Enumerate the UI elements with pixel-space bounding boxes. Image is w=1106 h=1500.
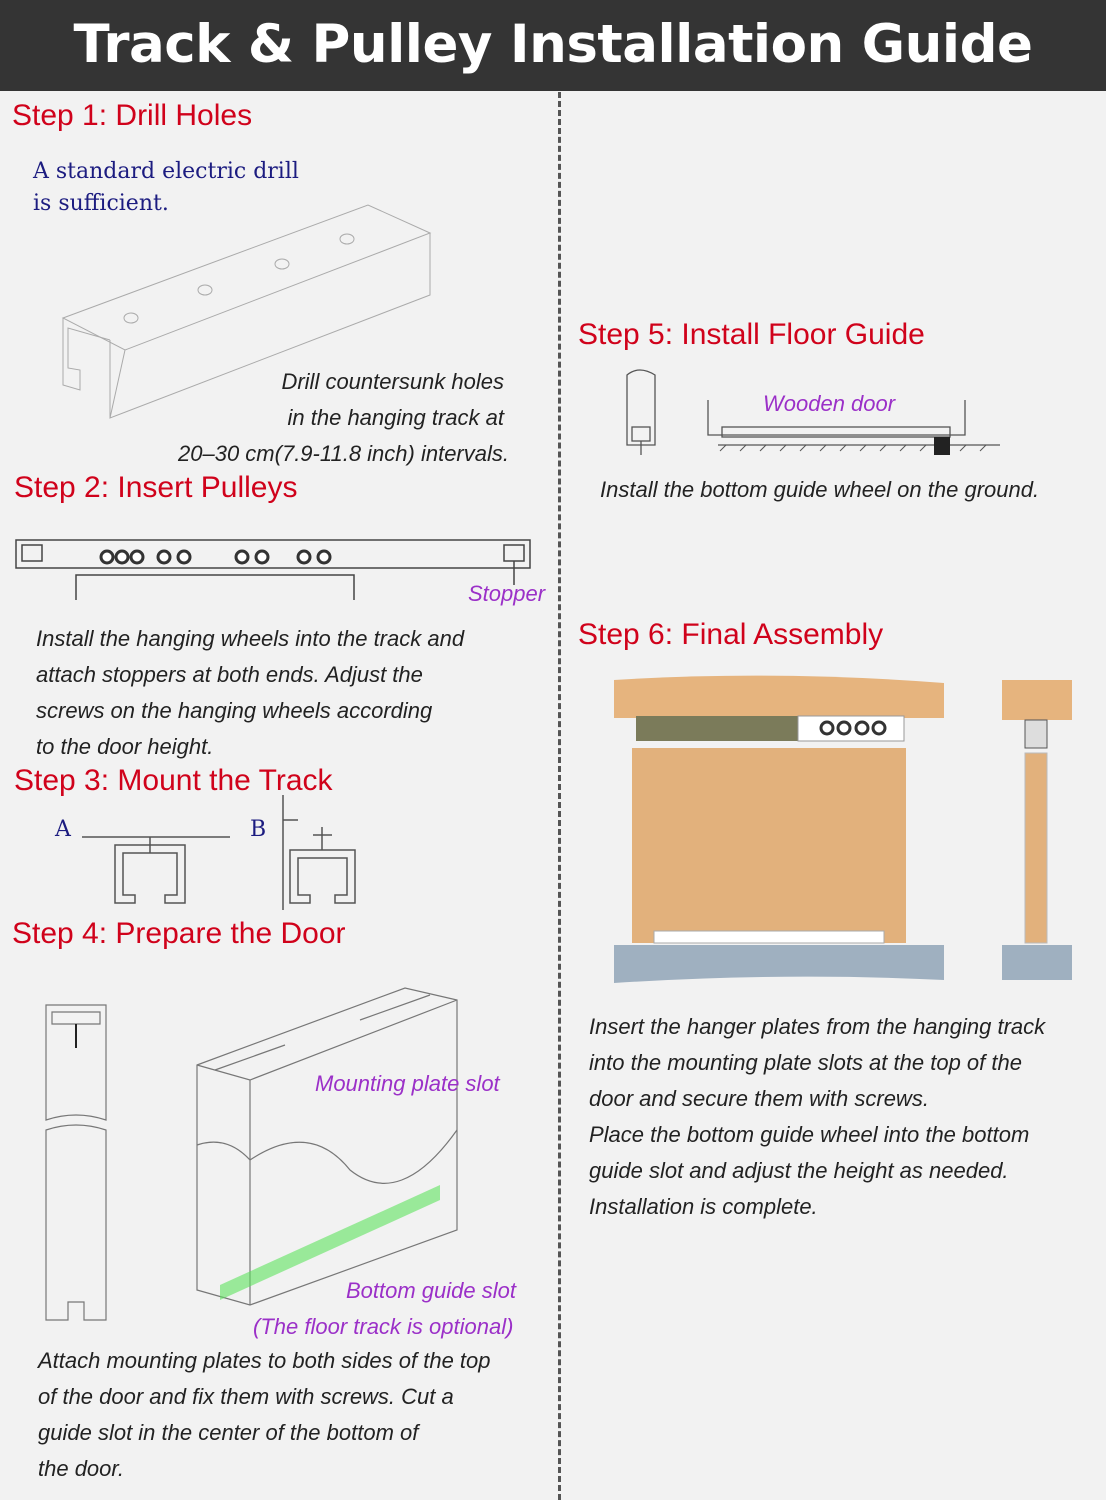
step2-heading: Step 2: Insert Pulleys (14, 471, 298, 504)
text-line: of the door and fix them with screws. Cut a (38, 1384, 454, 1409)
step1-heading: Step 1: Drill Holes (12, 99, 253, 132)
text-line: Installation is complete. (589, 1194, 818, 1219)
text-line: the door. (38, 1456, 125, 1481)
note-line: is sufficient. (33, 191, 169, 216)
step4-heading: Step 4: Prepare the Door (12, 917, 346, 950)
text-line: Attach mounting plates to both sides of the top (38, 1348, 491, 1373)
text-line: Install the hanging wheels into the track and (36, 626, 465, 651)
column-divider (558, 92, 561, 1500)
track-mounting-illustration (80, 795, 370, 915)
stopper-label: Stopper (468, 581, 546, 606)
text-line: Drill countersunk holes (281, 369, 504, 394)
floor-track-optional-label: (The floor track is optional) (253, 1314, 514, 1339)
mounting-plate-slot-label: Mounting plate slot (315, 1071, 500, 1096)
step2-text (36, 621, 464, 765)
text-line: screws on the hanging wheels according (36, 698, 433, 723)
text-line: guide slot and adjust the height as needed. (589, 1158, 1009, 1183)
door-preparation-illustration (40, 960, 470, 1330)
step4-text (38, 1343, 491, 1487)
wooden-door-label: Wooden door (763, 391, 896, 416)
text-line: into the mounting plate slots at the top of the (589, 1050, 1022, 1075)
bottom-guide-slot-label: Bottom guide slot (346, 1278, 516, 1303)
text-line: attach stoppers at both ends. Adjust the (36, 662, 423, 687)
step6-text (589, 1009, 1045, 1225)
step3-heading: Step 3: Mount the Track (14, 764, 333, 797)
page-title: Track & Pulley Installation Guide (73, 14, 1033, 75)
text-line: to the door height. (36, 734, 214, 759)
mount-label-b: B (250, 817, 267, 842)
text-line: 20–30 cm(7.9-11.8 inch) intervals. (178, 441, 509, 466)
step1-text (100, 364, 509, 472)
mount-label-a: A (55, 817, 71, 842)
text-line: Place the bottom guide wheel into the bottom (589, 1122, 1030, 1147)
note-line: A standard electric drill (33, 159, 299, 184)
final-assembly-illustration (612, 675, 1074, 985)
track-pulleys-illustration (14, 535, 534, 605)
text-line: Insert the hanger plates from the hanging track (589, 1014, 1046, 1039)
text-line: door and secure them with screws. (589, 1086, 929, 1111)
text-line: guide slot in the center of the bottom of (38, 1420, 419, 1445)
text-line: in the hanging track at (287, 405, 504, 430)
step6-heading: Step 6: Final Assembly (578, 618, 884, 651)
step5-text: Install the bottom guide wheel on the ground. (600, 477, 1040, 502)
step5-heading: Step 5: Install Floor Guide (578, 318, 925, 351)
